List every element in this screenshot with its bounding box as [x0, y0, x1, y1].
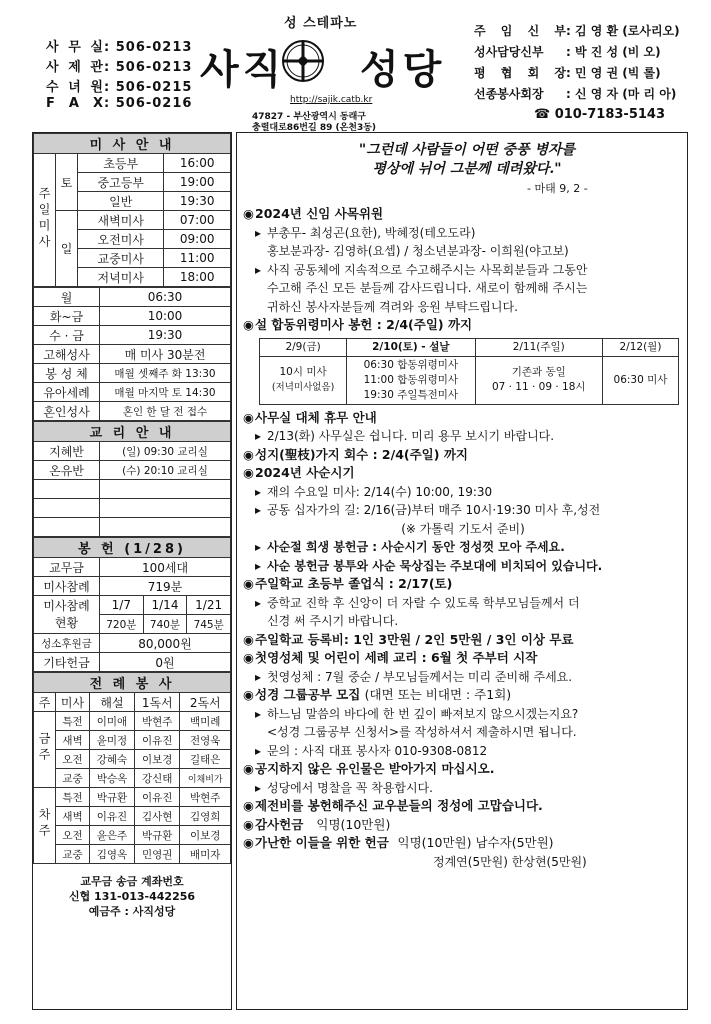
staff-role: 성사담당신부: [474, 45, 544, 59]
notice-title-text: 설 합동위령미사 봉헌 : 2/4(주일) 까지: [255, 317, 473, 332]
notice-title: [237, 409, 689, 428]
empty-cell: [100, 499, 231, 518]
sacrament-info: 혼인 한 달 전 접수: [100, 402, 231, 421]
offering-label: 교무금: [34, 558, 100, 577]
mass-time: 09:00: [164, 230, 231, 249]
parish-title: [200, 38, 446, 95]
mass-cell-text: 10시 미사: [279, 366, 327, 378]
offering-value: 0원: [100, 653, 231, 672]
service-mass: 오전: [56, 826, 90, 845]
service-col-header: 해설: [90, 693, 135, 712]
service-person: 박현주: [180, 788, 231, 807]
notice-text: 부총무- 최성곤(요한), 박혜정(테오도라): [267, 225, 476, 240]
mass-cell: [347, 356, 475, 404]
staff-role: 주 임 신 부: [474, 24, 566, 38]
mass-date-header: 2/11(주일): [475, 338, 602, 356]
bullseye-icon: ◉: [243, 465, 254, 480]
service-person: 이유진: [134, 788, 179, 807]
service-person: 윤미정: [90, 731, 135, 750]
education-table: [33, 421, 231, 537]
sunday-label: 일: [56, 211, 78, 287]
triangle-bullet-icon: ▸: [255, 540, 262, 554]
quote-line: 평상에 뉘어 그분께 데려왔다.": [372, 161, 562, 177]
notice-text: 문의 : 사직 대표 봉사자 010-9308-0812: [267, 743, 488, 758]
empty-cell: [34, 518, 100, 537]
offering-heading: 봉 헌 (1/28): [34, 538, 231, 558]
sacrament-info: 매 미사 30분전: [100, 345, 231, 364]
scripture-quote: [277, 141, 657, 179]
notice-title-text: 성지(聖枝)가지 회수 : 2/4(주일) 까지: [255, 446, 468, 462]
service-col-header: 2독서: [180, 693, 231, 712]
office-phone-line: [46, 76, 192, 95]
attendance-date: 1/14: [143, 596, 187, 615]
notice-text: 첫영성체 : 7월 중순 / 부모님들께서는 미리 준비해 주세요.: [267, 669, 573, 684]
liturgy-service-table: [33, 672, 231, 864]
notice-title: [237, 446, 689, 465]
notice-title: [237, 760, 689, 779]
notice-text: 성당에서 명찰을 꼭 착용합시다.: [267, 780, 433, 795]
service-person: 이보경: [134, 750, 179, 769]
offering-label: 성소후원금: [34, 634, 100, 653]
mass-time: 11:00: [164, 249, 231, 268]
notice-title-note: 익명(10만원) 남수자(5만원): [397, 835, 554, 850]
notice-text: (※ 가톨릭 기도서 준비): [401, 521, 525, 536]
weekday-time: 19:30: [100, 326, 231, 345]
empty-cell: [100, 518, 231, 537]
office-number: : 506-0213: [104, 60, 193, 75]
bullseye-icon: ◉: [243, 446, 254, 462]
notice-list: [237, 205, 689, 871]
bullseye-icon: ◉: [243, 631, 254, 647]
notice-line: [237, 538, 689, 557]
mass-info-heading: 미 사 안 내: [34, 134, 231, 154]
next-week-label-text: 차주: [37, 808, 51, 840]
notice-text: 홍보분과장- 김영하(요셉) / 청소년분과장- 이희원(야고보): [267, 244, 569, 258]
account-number: 신협 131-013-442256: [68, 890, 196, 903]
service-person: 김영옥: [90, 845, 135, 864]
notice-title: [237, 575, 689, 594]
notice-title-text: 감사헌금: [255, 816, 304, 832]
address-line: 47827 - 부산광역시 동래구: [252, 112, 366, 122]
service-mass: 새벽: [56, 807, 90, 826]
attendance-count: 740분: [143, 615, 187, 634]
mass-cell: [260, 356, 347, 404]
triangle-bullet-icon: ▸: [255, 706, 262, 721]
saturday-label: 토: [56, 154, 78, 211]
notice-title-text: 가난한 이들을 위한 헌금: [255, 835, 389, 850]
staff-line: [474, 85, 676, 102]
mass-cell: 06:30 미사: [602, 356, 678, 404]
notice-title: [237, 316, 689, 335]
notice-line: [237, 483, 689, 502]
notice-title-text: 주일학교 초등부 졸업식 : 2/17(토): [255, 576, 453, 591]
attendance-count: 745분: [187, 615, 231, 634]
bullseye-icon: ◉: [243, 206, 254, 221]
notice-title: [237, 649, 689, 668]
sacrament-label: 고해성사: [34, 345, 100, 364]
offering-value: 100세대: [100, 558, 231, 577]
notice-title: [237, 797, 689, 816]
mass-cell-text: 07 · 11 · 09 · 18시: [491, 381, 586, 393]
service-mass: 특전: [56, 712, 90, 731]
staff-name: : 민 영 권 (빅 롤): [566, 66, 661, 80]
mass-name: 일반: [78, 192, 164, 211]
class-name: 지혜반: [34, 442, 100, 461]
service-col-header: 1독서: [134, 693, 179, 712]
mass-cell: [475, 356, 602, 404]
website-link[interactable]: http://sajik.catb.kr: [290, 95, 373, 105]
bullseye-icon: ◉: [243, 576, 254, 591]
mass-date-header: 2/9(금): [260, 338, 347, 356]
office-number: : 506-0216: [104, 96, 193, 111]
account-info: [33, 864, 231, 919]
service-person: 박승옥: [90, 769, 135, 788]
mass-cell-text: 11:00 합동위령미사: [363, 373, 459, 386]
sacrament-info: 매월 셋째주 화 13:30: [100, 364, 231, 383]
contact-phone: ☎ 010-7183-5143: [534, 107, 666, 122]
mass-time: 18:00: [164, 268, 231, 287]
notice-title-text: 성경 그룹공부 모집: [255, 687, 361, 702]
notice-line: [237, 594, 689, 613]
account-holder: 예금주 : 사직성당: [88, 905, 176, 918]
triangle-bullet-icon: ▸: [255, 262, 262, 277]
service-person: 민영권: [134, 845, 179, 864]
notice-line: [237, 224, 689, 243]
service-person: 배미자: [180, 845, 231, 864]
office-number: : 506-0213: [104, 40, 193, 55]
mass-time: 19:30: [164, 192, 231, 211]
bullseye-icon: ◉: [243, 687, 254, 702]
office-label: F A X: [46, 96, 104, 111]
sacrament-label: 봉 성 체: [34, 364, 100, 383]
mass-name: 오전미사: [78, 230, 164, 249]
offering-value: 719분: [100, 577, 231, 596]
service-person: 박규환: [90, 788, 135, 807]
attendance-date: 1/7: [100, 596, 144, 615]
bullseye-icon: ◉: [243, 650, 254, 665]
account-title: 교무금 송금 계좌번호: [80, 875, 184, 888]
sunday-mass-label-text: 주일미사: [37, 186, 51, 251]
notice-title-text: 공지하지 않은 유인물은 받아가지 마십시오.: [255, 761, 495, 776]
notice-title-text: 주일학교 등록비: 1인 3만원 / 2인 5만원 / 3인 이상 무료: [255, 631, 574, 647]
office-phone-line: [46, 36, 192, 55]
notice-text: 하느님 말씀의 바다에 한 번 깊이 빠져보지 않으시겠는지요?: [267, 706, 579, 721]
this-week-label: [34, 712, 56, 788]
notice-title: [237, 464, 689, 483]
mass-time: 16:00: [164, 154, 231, 173]
notices-panel: [236, 132, 688, 1010]
notice-text: 귀하신 봉사자분들께 격려와 응원 부탁드립니다.: [267, 299, 518, 314]
notice-text: 사순 봉헌금 봉투와 사순 묵상집는 주보대에 비치되어 있습니다.: [267, 558, 603, 573]
triangle-bullet-icon: ▸: [255, 225, 262, 240]
class-time: (일) 09:30 교리실: [100, 442, 231, 461]
notice-title-note: 익명(10만원): [316, 816, 391, 832]
office-label: 사 제 관: [46, 60, 104, 75]
notice-text: 재의 수요일 미사: 2/14(수) 10:00, 19:30: [267, 484, 493, 499]
service-person: 전영욱: [180, 731, 231, 750]
notice-text: 정계연(5만원) 한상현(5만원): [433, 854, 587, 869]
mass-cell-text: (저녁미사없음): [271, 382, 335, 393]
triangle-bullet-icon: ▸: [255, 669, 262, 684]
attendance-date: 1/21: [187, 596, 231, 615]
this-week-label-text: 금주: [37, 732, 51, 764]
notice-text: 공동 십자가의 길: 2/16(금)부터 매주 10시·19:30 미사 후,성전: [267, 503, 601, 517]
service-mass: 교중: [56, 845, 90, 864]
triangle-bullet-icon: ▸: [255, 558, 262, 573]
service-person: 이보경: [180, 826, 231, 845]
bullseye-icon: ◉: [243, 409, 254, 425]
class-time: (수) 20:10 교리실: [100, 461, 231, 480]
empty-cell: [34, 499, 100, 518]
notice-title-text: 사무실 대체 휴무 안내: [255, 409, 377, 425]
triangle-bullet-icon: ▸: [255, 484, 262, 499]
offering-value: 80,000원: [100, 634, 231, 653]
attendance-count: 720분: [100, 615, 144, 634]
mass-cell-text: 기존과 동일: [511, 366, 566, 378]
office-phone-line: [46, 56, 192, 75]
service-person: 강혜숙: [90, 750, 135, 769]
notice-line: [237, 779, 689, 798]
notice-title: [237, 631, 689, 650]
staff-line: [474, 22, 680, 39]
sacrament-label: 유아세례: [34, 383, 100, 402]
sunday-mass-label: [34, 154, 56, 287]
sidebar: [32, 132, 232, 1010]
mass-name: 저녁미사: [78, 268, 164, 287]
triangle-bullet-icon: ▸: [255, 595, 262, 610]
address-line: 충렬대로86번길 89 (온천3동): [252, 123, 377, 133]
service-person: 이미애: [90, 712, 135, 731]
service-person: 박규환: [134, 826, 179, 845]
triangle-bullet-icon: ▸: [255, 780, 262, 795]
notice-text: 중학교 진학 후 신앙이 더 자랄 수 있도록 학부모님들께서 더: [267, 595, 580, 610]
notice-title: [237, 686, 689, 705]
service-mass: 오전: [56, 750, 90, 769]
parish-title-part: 성당: [360, 47, 446, 93]
notice-line: [237, 668, 689, 687]
mass-time: 07:00: [164, 211, 231, 230]
empty-cell: [34, 480, 100, 499]
notice-title: [237, 205, 689, 224]
office-label: 사 무 실: [46, 40, 104, 55]
mass-date-header: 2/12(월): [602, 338, 678, 356]
service-person: 강신태: [134, 769, 179, 788]
notice-title-note: (대면 또는 비대면 : 주1회): [364, 687, 512, 702]
weekday-time: 10:00: [100, 307, 231, 326]
notice-line: [237, 261, 689, 280]
triangle-bullet-icon: ▸: [255, 743, 262, 758]
notice-text: <성경 그룹공부 신청서>를 작성하셔서 제출하시면 됩니다.: [267, 725, 577, 739]
offering-label: 기타헌금: [34, 653, 100, 672]
sacrament-info: 매월 마지막 토 14:30: [100, 383, 231, 402]
triangle-bullet-icon: ▸: [255, 503, 262, 517]
weekday-label: 화~금: [34, 307, 100, 326]
mass-name: 새벽미사: [78, 211, 164, 230]
mass-schedule-table: [33, 133, 231, 287]
offering-label: 미사참례: [34, 577, 100, 596]
weekday-schedule-table: [33, 287, 231, 421]
next-week-label: [34, 788, 56, 864]
empty-cell: [100, 480, 231, 499]
notice-title: [237, 816, 689, 835]
mass-name: 중고등부: [78, 173, 164, 192]
liturgy-service-heading: 전 례 봉 사: [34, 673, 231, 693]
bullseye-icon: ◉: [243, 317, 254, 332]
staff-name: : 신 영 자 (마 리 아): [566, 87, 677, 101]
header: [28, 8, 694, 133]
weekday-time: 06:30: [100, 288, 231, 307]
education-heading: 교 리 안 내: [34, 422, 231, 442]
mass-cell-text: 19:30 주일특전미사: [363, 388, 459, 401]
weekday-label: 수 · 금: [34, 326, 100, 345]
service-person: 박현주: [134, 712, 179, 731]
notice-text: 신경 써 주시기 바랍니다.: [267, 614, 399, 628]
mass-date-header: 2/10(토) - 설날: [347, 338, 475, 356]
parish-subtitle: 성 스테파노: [284, 16, 358, 31]
notice-line: [237, 705, 689, 724]
service-person: 이유진: [134, 731, 179, 750]
service-col-header: 미사: [56, 693, 90, 712]
service-person: 윤은주: [90, 826, 135, 845]
office-number: : 506-0215: [104, 80, 193, 95]
mass-time: 19:00: [164, 173, 231, 192]
mass-name: 교중미사: [78, 249, 164, 268]
notice-title-text: 2024년 신임 사목위원: [255, 206, 384, 221]
staff-role: 평 협 회 장: [474, 66, 566, 80]
staff-name: : 김 영 환 (로사리오): [566, 24, 680, 38]
service-col-header: 주: [34, 693, 56, 712]
service-person: 이채비가: [180, 769, 231, 788]
class-name: 온유반: [34, 461, 100, 480]
parish-title-part: 사직: [200, 47, 286, 93]
notice-title-text: 2024년 사순시기: [255, 465, 355, 480]
sacrament-label: 혼인성사: [34, 402, 100, 421]
attendance-label: 미사참례 현황: [34, 596, 100, 634]
notice-text: 사순절 희생 봉헌금 : 사순시기 동안 정성껏 모아 주세요.: [267, 540, 565, 554]
notice-text: 2/13(화) 사무실은 쉽니다. 미리 용무 보시기 바랍니다.: [267, 429, 555, 443]
service-mass: 특전: [56, 788, 90, 807]
service-mass: 교중: [56, 769, 90, 788]
service-mass: 새벽: [56, 731, 90, 750]
parish-cross-logo-icon: [280, 38, 326, 84]
service-person: 이유진: [90, 807, 135, 826]
bullseye-icon: ◉: [243, 761, 254, 776]
office-label: 수 녀 원: [46, 80, 104, 95]
mass-name: 초등부: [78, 154, 164, 173]
staff-name: : 박 진 성 (비 오): [566, 45, 661, 59]
staff-line: [474, 43, 661, 60]
bullseye-icon: ◉: [243, 835, 254, 850]
notice-text: 사직 공동체에 지속적으로 수고해주시는 사목회분들과 그동안: [267, 262, 588, 277]
offering-table: [33, 537, 231, 672]
bullseye-icon: ◉: [243, 816, 254, 832]
office-phone-line: [46, 96, 192, 111]
notice-line: [237, 557, 689, 576]
service-person: 김영희: [180, 807, 231, 826]
memorial-mass-table: [259, 338, 679, 405]
bullseye-icon: ◉: [243, 798, 254, 813]
staff-line: [474, 64, 661, 81]
quote-line: "그런데 사람들이 어떤 중풍 병자를: [358, 142, 576, 158]
notice-title: [237, 834, 689, 853]
notice-text: 수고해 주신 모든 분들께 감사드립니다. 새로이 함께해 주시는: [267, 281, 588, 295]
staff-role: 선종봉사회장: [474, 87, 544, 101]
triangle-bullet-icon: ▸: [255, 429, 262, 443]
service-person: 백미례: [180, 712, 231, 731]
service-person: 김사현: [134, 807, 179, 826]
quote-source: - 마태 9, 2 -: [527, 182, 588, 195]
notice-line: [237, 742, 689, 761]
notice-line: [237, 427, 689, 446]
mass-cell-text: 06:30 합동위령미사: [363, 358, 459, 371]
service-person: 길태은: [180, 750, 231, 769]
notice-line: [237, 501, 689, 520]
weekday-label: 월: [34, 288, 100, 307]
notice-title-text: 첫영성체 및 어린이 세례 교리 : 6월 첫 주부터 시작: [255, 650, 538, 665]
notice-title-text: 제전비를 봉헌해주신 교우분들의 정성에 고맙습니다.: [255, 798, 543, 813]
